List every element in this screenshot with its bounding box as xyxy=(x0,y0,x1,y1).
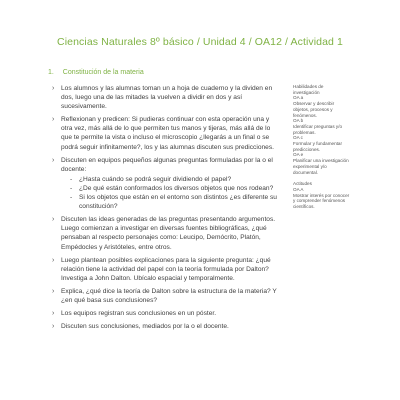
sub-list-item-text: Si los objetos que están en el entorno son distintos ¿es diferente su constitución? xyxy=(79,194,277,211)
sidebar-line: Observar y describir xyxy=(293,101,335,107)
sidebar-line: y comprender fenómenos xyxy=(293,198,346,204)
attitudes-block xyxy=(293,181,363,210)
chevron-right-icon: › xyxy=(52,256,55,264)
activity-list xyxy=(52,84,277,335)
sub-list-item xyxy=(61,184,277,193)
list-item-text: Los equipos registran sus conclusiones en un póster. xyxy=(61,310,217,318)
section-number: 1. xyxy=(48,69,54,76)
chevron-right-icon: › xyxy=(52,310,55,318)
sidebar-line: Identificar preguntas y/o xyxy=(293,123,343,129)
list-item xyxy=(52,156,277,212)
chevron-right-icon: › xyxy=(52,287,55,295)
section-heading xyxy=(48,69,144,76)
sidebar-line: predicciones. xyxy=(293,146,321,152)
list-item xyxy=(52,256,277,283)
list-item xyxy=(52,215,277,251)
chevron-right-icon: › xyxy=(52,116,55,124)
sidebar-line: OA A xyxy=(293,186,304,192)
list-item-text: Los alumnos y las alumnas toman un a hoja de cuaderno y la dividen en dos, luego una de las mitades la vuelven a dividir en dos y así sucesivamente. xyxy=(61,85,273,111)
list-item xyxy=(52,309,277,318)
list-item xyxy=(52,322,277,331)
dash-bullet: - xyxy=(70,175,73,183)
list-item-text: Reflexionan y predicen: Si pudieras continuar con esta operación una y otra vez, más allá de lo que permiten tus manos y tijeras, más allá de lo que te permite la vista o incluso el microscopio ¿llegarás a un final o se podrá seguir infinitamente?, los y las alumnas discuten sus predicciones. xyxy=(61,116,274,151)
sidebar-line: Mostrar interés por conocer xyxy=(293,192,350,198)
chevron-right-icon: › xyxy=(52,156,55,164)
sub-list-item xyxy=(61,193,277,211)
sidebar-line: OA e xyxy=(293,152,304,158)
sidebar-line: experimental y/o xyxy=(293,163,327,169)
list-item xyxy=(52,84,277,111)
chevron-right-icon: › xyxy=(52,216,55,224)
section-title: Constitución de la materia xyxy=(62,69,144,76)
list-item-text: Discuten sus conclusiones, mediados por la o el docente. xyxy=(61,323,229,331)
page-title: Ciencias Naturales 8º básico / Unidad 4 / OA12 / Actividad 1 xyxy=(57,36,343,48)
sidebar-line: OA a xyxy=(293,95,304,101)
list-item-text: Explica, ¿qué dice la teoría de Dalton sobre la estructura de la materia? Y ¿en qué basa sus conclusiones? xyxy=(61,287,277,304)
list-item-text: Discuten en equipos pequeños algunas preguntas formuladas por la o el docente: xyxy=(61,156,273,173)
sidebar-line: científicos. xyxy=(293,204,315,210)
list-item xyxy=(52,115,277,151)
dash-bullet: - xyxy=(70,184,73,192)
list-item xyxy=(52,287,277,305)
learning-objectives-sidebar xyxy=(293,84,363,216)
sidebar-line: fenómenos. xyxy=(293,112,318,118)
dash-bullet: - xyxy=(70,194,73,202)
sidebar-line: OA b xyxy=(293,118,304,124)
sub-list-item-text: ¿De qué están conformados los diversos objetos que nos rodean? xyxy=(79,184,274,192)
sidebar-line: investigación xyxy=(293,89,320,95)
sub-list-item-text: ¿Hasta cuándo se podrá seguir dividiendo el papel? xyxy=(79,175,232,183)
sidebar-line: problemas. xyxy=(293,129,316,135)
sidebar-line: objetos, procesos y xyxy=(293,106,333,112)
sidebar-line: Actitudes xyxy=(293,181,312,187)
chevron-right-icon: › xyxy=(52,323,55,331)
sidebar-line: documental. xyxy=(293,169,319,175)
sidebar-line: Habilidades de xyxy=(293,84,324,89)
question-sublist xyxy=(61,175,277,211)
sidebar-line: Planificar una investigación xyxy=(293,158,349,164)
sidebar-line: Formular y fundamentar xyxy=(293,141,343,147)
list-item-text: Discuten las ideas generadas de las preguntas presentando argumentos. Luego comienzan a investigar en diversas fuentes bibliográficas, ¿qué pensaban al respecto personajes como: Leucipo, Demócrito, Platón, Empédocles y Aristóteles, entre otros. xyxy=(61,216,276,251)
list-item-text: Luego plantean posibles explicaciones para la siguiente pregunta: ¿qué relación tiene la actividad del papel con la teoría formulada por Dalton? Investiga a John Dalton. Ubícalo espacial y temporalmente. xyxy=(61,256,271,282)
sidebar-line: OA c xyxy=(293,135,303,141)
skills-block xyxy=(293,84,363,175)
chevron-right-icon: › xyxy=(52,85,55,92)
sub-list-item xyxy=(61,175,277,184)
